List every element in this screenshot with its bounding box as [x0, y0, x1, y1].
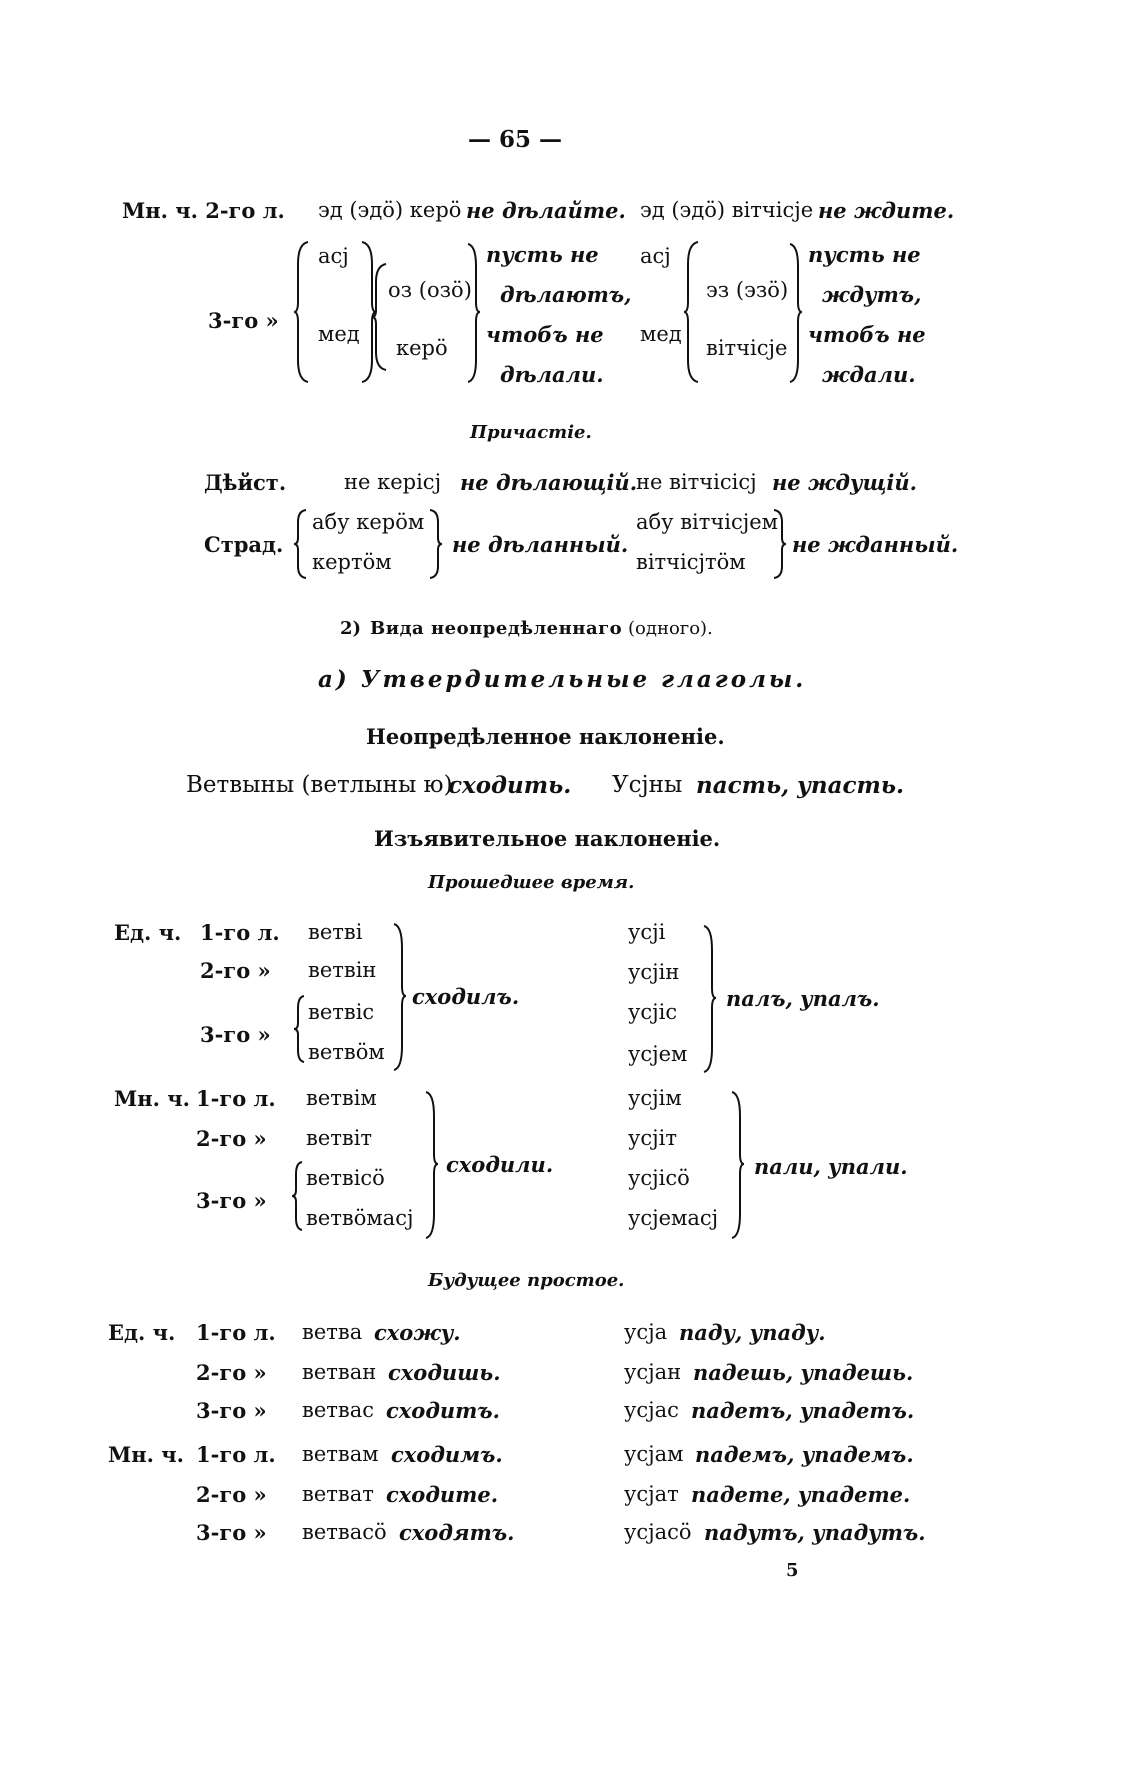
imperative-pl3-gloss-1a: пусть не	[486, 242, 599, 267]
section-title: Вида неопредѣленнаго	[370, 618, 623, 639]
right-brace	[772, 508, 784, 580]
right-brace	[392, 922, 408, 1072]
past-sg-form1-4: ветвöм	[308, 1040, 385, 1064]
participle-passive-gloss-2: не жданный.	[792, 532, 959, 557]
future-gloss-2: падемъ, упадемъ.	[695, 1442, 914, 1467]
imperative-pl3-stem-2: вітчісје	[706, 336, 788, 360]
left-brace	[686, 240, 700, 384]
past-sg-gloss-2: палъ, упалъ.	[726, 986, 880, 1011]
past-pl-person-3: 3-го »	[196, 1188, 267, 1213]
imperative-pl3-gloss-2b: ждутъ,	[822, 282, 922, 307]
past-sg-form1-3: ветвіс	[308, 1000, 375, 1024]
imperative-pl3-gloss-2a: пусть не	[808, 242, 921, 267]
future-gloss-2: падетъ, упадетъ.	[691, 1398, 915, 1423]
future-native-2: усјат	[624, 1482, 679, 1506]
past-pl-form1-2: ветвіт	[306, 1126, 373, 1150]
imperative-pl3-pron-4: мед	[640, 322, 682, 346]
right-brace	[360, 240, 374, 384]
participle-passive-native-2b: вітчісјтöм	[636, 550, 746, 574]
infinitive-native-1: Ветвыны (ветлыны ю)	[186, 772, 453, 798]
past-pl-person-2: 2-го »	[196, 1126, 267, 1151]
future-gloss-1: сходитъ.	[386, 1398, 500, 1423]
participle-active-gloss-2: не ждущій.	[772, 470, 917, 495]
future-gloss-2: падете, упадете.	[691, 1482, 911, 1507]
past-pl-form1-3: ветвісö	[306, 1166, 385, 1190]
future-gloss-1: сходимъ.	[391, 1442, 503, 1467]
future-native-1: ветван	[302, 1360, 377, 1384]
participle-passive-native-1a: абу керöм	[312, 510, 425, 534]
future-heading: Будущее простое.	[428, 1270, 625, 1291]
future-native-1: ветва	[302, 1320, 363, 1344]
imperative-pl3-pron-3: асј	[640, 244, 671, 268]
past-sg-form2-4: усјем	[628, 1042, 688, 1066]
past-sg-gloss-1: сходилъ.	[412, 984, 520, 1009]
past-sg-label: Ед. ч.	[114, 920, 182, 945]
infinitive-heading: Неопредѣленное наклоненіе.	[366, 724, 725, 749]
imperative-pl3-gloss-1c: чтобъ не	[486, 322, 604, 347]
left-brace	[466, 242, 482, 382]
participle-heading: Причастіе.	[470, 422, 592, 443]
imperative-pl3-aux-1: оз (озö)	[388, 278, 472, 302]
future-gloss-1: сходишь.	[388, 1360, 501, 1385]
past-tense-heading: Прошедшее время.	[428, 872, 635, 893]
future-gloss-1: сходите.	[386, 1482, 499, 1507]
participle-active-native-1: не керісј	[344, 470, 442, 494]
future-person-label: 3-го »	[196, 1398, 267, 1423]
imperative-pl3-gloss-1d: дѣлали.	[500, 362, 604, 387]
past-pl-gloss-2: пали, упали.	[754, 1154, 908, 1179]
right-brace	[428, 508, 440, 580]
future-native-2: усјасö	[624, 1520, 692, 1544]
participle-passive-native-2a: абу вітчісјем	[636, 510, 778, 534]
section-number: 2)	[340, 618, 362, 639]
indicative-heading: Изъявительное наклоненіе.	[374, 826, 721, 851]
right-brace	[702, 924, 718, 1074]
past-pl-form1-1: ветвім	[306, 1086, 377, 1110]
past-pl-form2-1: усјім	[628, 1086, 682, 1110]
imperative-pl2-native-1: эд (эдö) керö	[318, 198, 462, 222]
past-sg-form1-1: ветві	[308, 920, 363, 944]
future-native-2: усјам	[624, 1442, 684, 1466]
right-brace	[730, 1090, 746, 1240]
imperative-pl2-native-2: эд (эдö) вітчісје	[640, 198, 814, 222]
infinitive-gloss-1: сходить.	[448, 772, 572, 799]
future-gloss-2: падешь, упадешь.	[693, 1360, 914, 1385]
section-title-note: (одного).	[628, 618, 713, 639]
past-sg-form1-2: ветвін	[308, 958, 377, 982]
imperative-pl3-gloss-2c: чтобъ не	[808, 322, 926, 347]
page-number: — 65 —	[468, 126, 563, 153]
participle-passive-gloss-1: не дѣланный.	[452, 532, 629, 557]
future-native-1: ветвасö	[302, 1520, 387, 1544]
infinitive-gloss-2: пасть, упасть.	[696, 772, 905, 799]
imperative-pl3-gloss-1b: дѣлаютъ,	[500, 282, 632, 307]
participle-active-native-2: не вітчісісј	[636, 470, 757, 494]
past-pl-form2-4: усјемасј	[628, 1206, 719, 1230]
future-native-2: усја	[624, 1320, 668, 1344]
past-sg-form2-2: усјін	[628, 960, 680, 984]
future-native-1: ветват	[302, 1482, 374, 1506]
future-native-1: ветвам	[302, 1442, 379, 1466]
future-person-label: 2-го »	[196, 1360, 267, 1385]
imperative-pl3-label: 3-го »	[208, 308, 279, 333]
past-sg-person-1: 1-го л.	[200, 920, 280, 945]
future-number-label: Мн. ч.	[108, 1442, 184, 1467]
right-brace	[424, 1090, 440, 1240]
future-gloss-2: паду, упаду.	[679, 1320, 826, 1345]
past-sg-form2-3: усјіс	[628, 1000, 678, 1024]
left-brace	[374, 262, 388, 372]
imperative-pl2-label: Мн. ч. 2-го л.	[122, 198, 285, 223]
future-person-label: 3-го »	[196, 1520, 267, 1545]
subsection-heading: а) Утвердительные глаголы.	[318, 666, 807, 693]
left-brace	[294, 1160, 304, 1232]
participle-passive-label: Страд.	[204, 532, 284, 557]
future-gloss-1: схожу.	[374, 1320, 461, 1345]
past-sg-person-2: 2-го »	[200, 958, 271, 983]
past-pl-label: Мн. ч.	[114, 1086, 190, 1111]
past-pl-gloss-1: сходили.	[446, 1152, 554, 1177]
imperative-pl2-gloss-1: не дѣлайте.	[466, 198, 626, 223]
signature-mark: 5	[786, 1560, 799, 1581]
future-person-label: 2-го »	[196, 1482, 267, 1507]
imperative-pl3-stem-1: керö	[396, 336, 448, 360]
infinitive-native-2: Усјны	[612, 772, 683, 798]
future-gloss-2: падутъ, упадутъ.	[704, 1520, 926, 1545]
participle-active-label: Дѣйст.	[204, 470, 287, 495]
imperative-pl3-pron-2: мед	[318, 322, 360, 346]
left-brace	[296, 508, 308, 580]
future-gloss-1: сходятъ.	[399, 1520, 515, 1545]
future-number-label: Ед. ч.	[108, 1320, 176, 1345]
past-pl-form1-4: ветвöмасј	[306, 1206, 414, 1230]
right-brace	[788, 242, 804, 382]
imperative-pl2-gloss-2: не ждите.	[818, 198, 955, 223]
imperative-pl3-gloss-2d: ждали.	[822, 362, 916, 387]
future-person-label: 1-го л.	[196, 1320, 276, 1345]
future-person-label: 1-го л.	[196, 1442, 276, 1467]
future-native-1: ветвас	[302, 1398, 374, 1422]
past-pl-person-1: 1-го л.	[196, 1086, 276, 1111]
past-sg-person-3: 3-го »	[200, 1022, 271, 1047]
future-native-2: усјан	[624, 1360, 682, 1384]
left-brace	[296, 994, 306, 1064]
past-pl-form2-2: усјіт	[628, 1126, 677, 1150]
participle-passive-native-1b: кертöм	[312, 550, 392, 574]
participle-active-gloss-1: не дѣлающій.	[460, 470, 638, 495]
past-sg-form2-1: усјі	[628, 920, 666, 944]
left-brace	[296, 240, 310, 384]
imperative-pl3-aux-2: эз (эзö)	[706, 278, 789, 302]
past-pl-form2-3: усјісö	[628, 1166, 690, 1190]
future-native-2: усјас	[624, 1398, 679, 1422]
imperative-pl3-pron-1: асј	[318, 244, 349, 268]
